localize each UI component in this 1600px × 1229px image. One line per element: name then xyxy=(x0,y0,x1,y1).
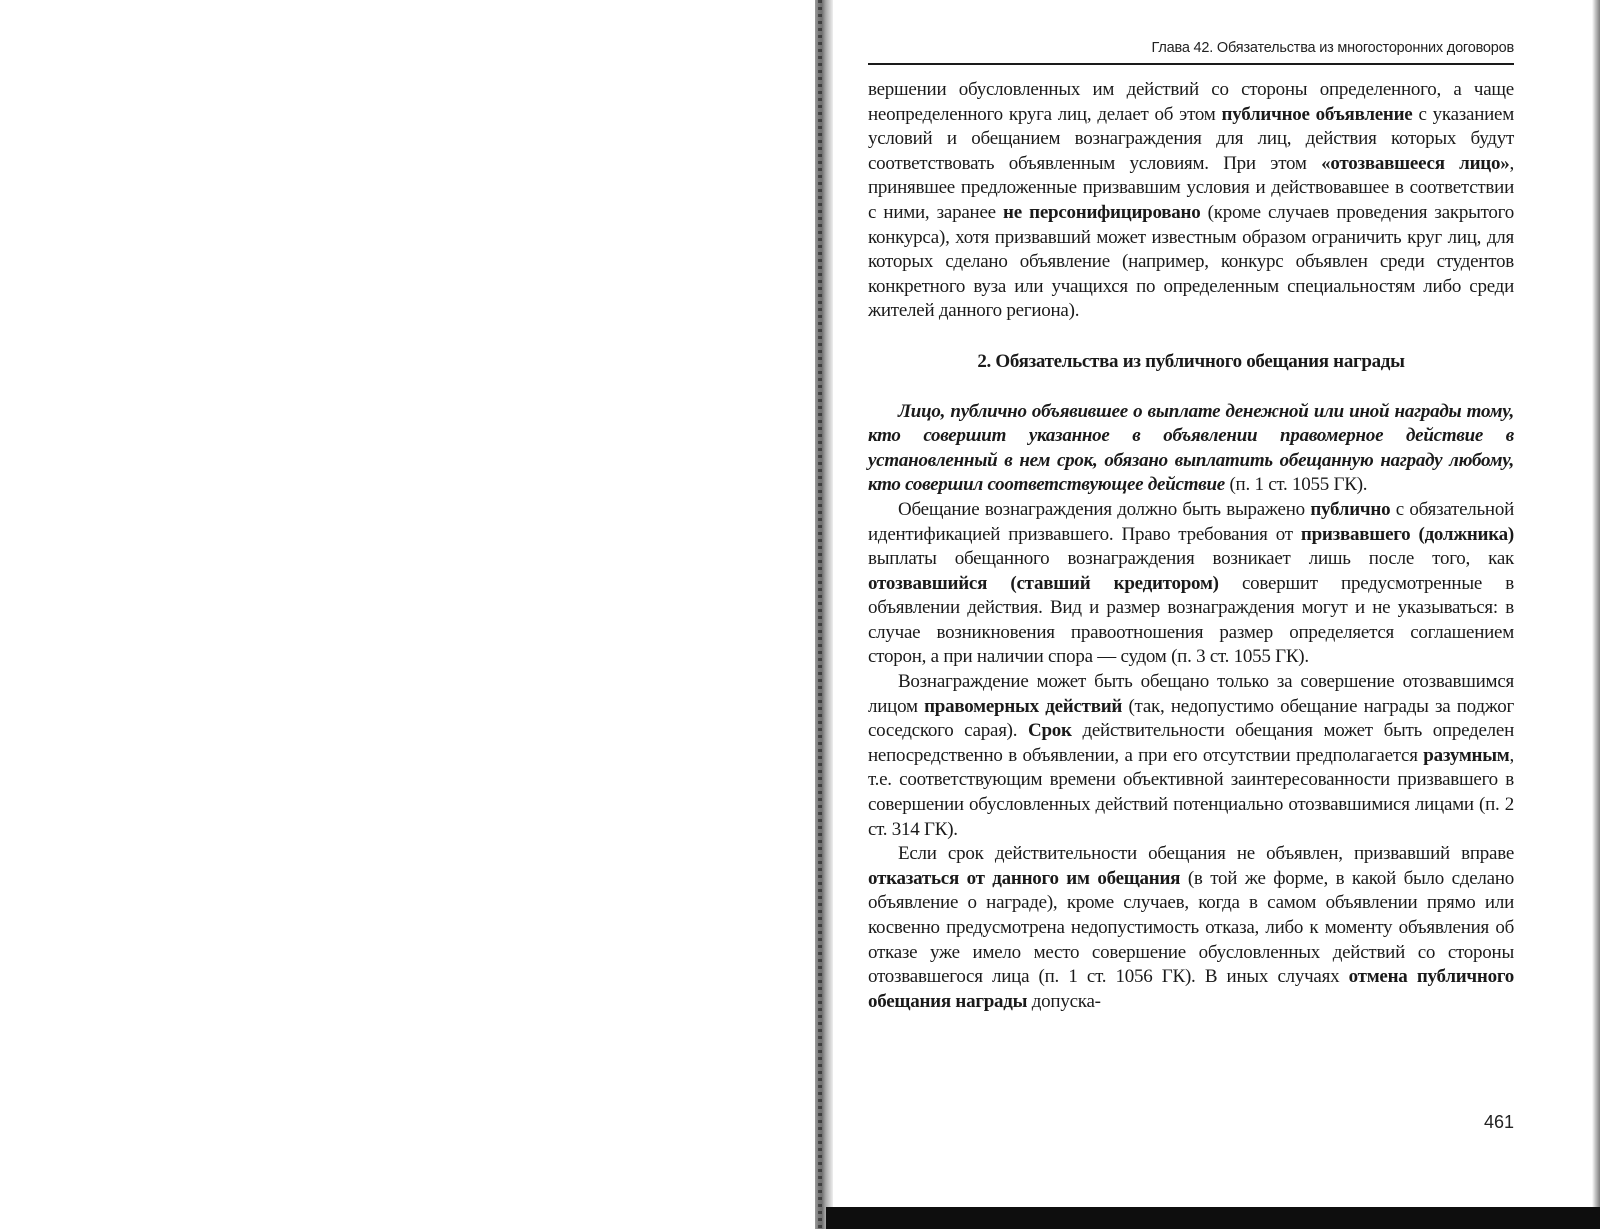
bold-term: отказаться от данного им обещания xyxy=(868,867,1181,889)
bold-term: Срок xyxy=(1027,720,1072,742)
book-spine-edge xyxy=(818,0,822,1229)
bold-term: публично xyxy=(1310,498,1391,520)
text-span: (в той же форме, в какой было сделано объявление о награде), кроме случаев, когда в самом объявлении прямо или косвенно предусмотрена недопустимость отказа, либо к моменту объявления об отказе уже имело место совершение обусловленных действий со стороны отозвавшегося лица (п. 1 ст. 1056 ГК). В иных случаях xyxy=(868,867,1514,988)
text-span: с указанием условий и обещанием вознаграждения для лиц, действия которых будут соответствовать объявленным условиям. При этом xyxy=(868,103,1514,174)
text-span: совершит предусмотренные в объявлении действия. Вид и размер вознаграждения могут и не указываться: в случае возникновения правоотношения размер определяется соглашением сторон, а при наличии спора — судом (п. 3 ст. 1055 ГК). xyxy=(868,572,1514,668)
bold-term: разумным xyxy=(1423,744,1510,766)
bold-term: отмена публичного обещания награды xyxy=(868,966,1514,1012)
text-span: (так, недопустимо обещание награды за поджог соседского сарая). xyxy=(868,695,1515,742)
bold-term: правомерных действий xyxy=(924,695,1123,717)
bold-term: отозвавшийся (ставший кредитором) xyxy=(868,572,1219,594)
text-span: действительности обещания может быть определен непосредственно в объявлении, а при его отсутствии предполагается xyxy=(868,720,1514,766)
text-span: , принявшее предложенные призвавшим условия и действовавшее в соответствии с ними, заранее xyxy=(868,152,1514,223)
book-page xyxy=(868,40,1514,1014)
text-span: вершении обусловленных им действий со стороны определенного, а чаще неопределенного круга лиц, делает об этом xyxy=(868,79,1514,125)
page-number: 461 xyxy=(1483,1112,1514,1132)
paragraph-withdrawal xyxy=(868,842,1514,1014)
text-span: выплаты обещанного вознаграждения возникает лишь после того, как xyxy=(868,548,1514,570)
page-body xyxy=(868,78,1514,1014)
bold-term: не персонифицировано xyxy=(1003,201,1201,223)
text-span: Обещание вознаграждения должно быть выражено xyxy=(898,498,1311,520)
paragraph-public-announcement xyxy=(868,78,1514,324)
text-span: с обязательной идентификацией призвавшего. Право требования от xyxy=(868,498,1514,545)
paragraph-lawful-actions xyxy=(868,670,1514,842)
bold-italic-definition: Лицо, публично объявившее о выплате денежной или иной награды тому, кто совершит указанное в объявлении правомерное действие в установленный в нем срок, обязано выплатить обещанную награду любому, кто совершил соответствующее действие xyxy=(868,400,1514,496)
paragraph-definition xyxy=(868,400,1514,498)
bold-term: публичное объявление xyxy=(1221,103,1413,125)
paragraph-promise-publicity xyxy=(868,498,1514,670)
bold-term: «отозвавшееся лицо» xyxy=(1321,152,1510,174)
page-edge-right xyxy=(1592,0,1600,1229)
section-heading: 2. Обязательства из публичного обещания награды xyxy=(977,350,1405,372)
text-span: Вознаграждение может быть обещано только за совершение отозвавшимся лицом xyxy=(868,671,1514,717)
bold-term: призвавшего (должника) xyxy=(1300,523,1514,545)
text-span: допуска- xyxy=(1027,990,1101,1012)
text-span: Если срок действительности обещания не объявлен, призвавший вправе xyxy=(898,843,1514,865)
scan-bottom-border xyxy=(826,1207,1600,1229)
text-span: (п. 1 ст. 1055 ГК). xyxy=(1224,474,1368,496)
running-head: Глава 42. Обязательства из многосторонних договоров xyxy=(868,40,1514,65)
text-span: , т.е. соответствующим времени объективной заинтересованности призвавшего в совершении обусловленных действий потенциально отозвавшимися лицами (п. 2 ст. 314 ГК). xyxy=(868,744,1514,840)
text-span: (кроме случаев проведения закрытого конкурса), хотя призвавший может известным образом ограничить круг лиц, для которых сделано объявление (например, конкурс объявлен среди студентов конкретного вуза или учащихся по определенным специальностям либо среди жителей данного региона). xyxy=(868,201,1514,322)
